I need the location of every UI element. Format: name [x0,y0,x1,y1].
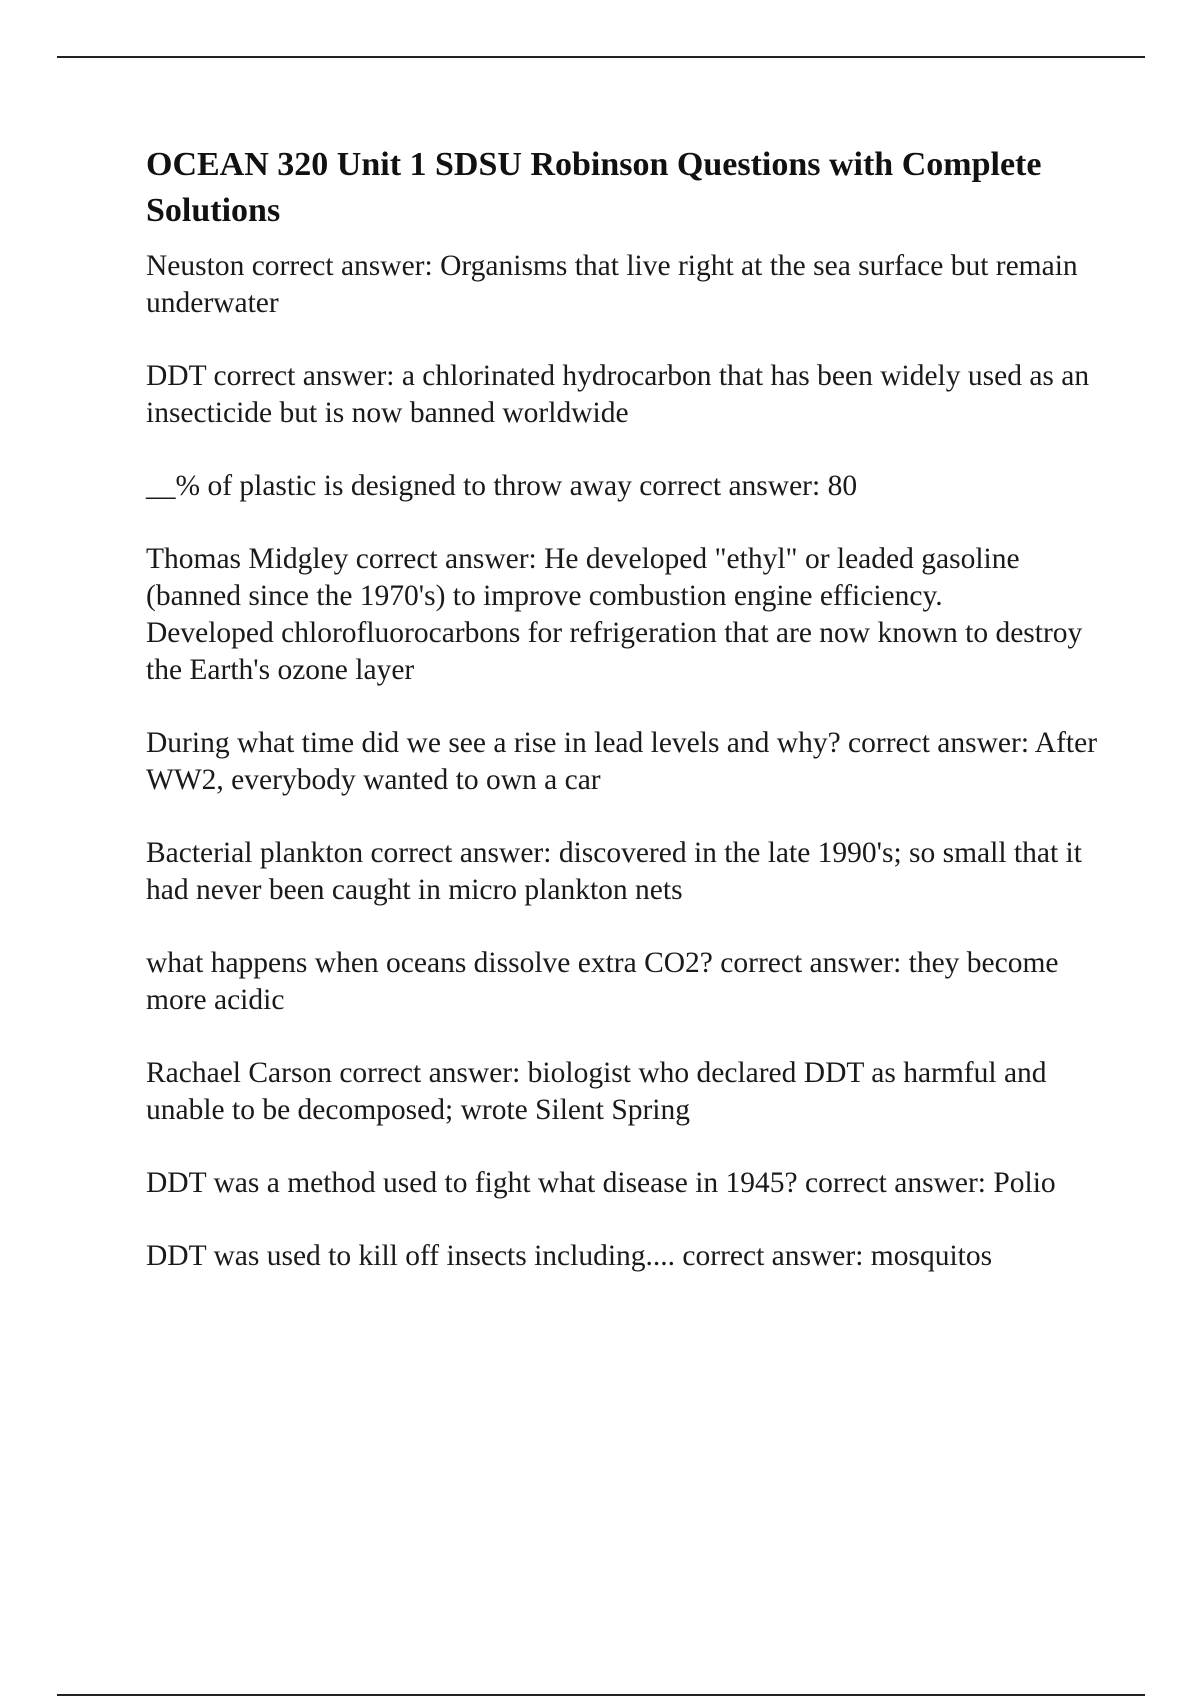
qa-item-neuston [146,248,1106,322]
bottom-rule [57,1694,1145,1696]
qa-item-rachael-carson [146,1055,1106,1129]
qa-text: Thomas Midgley correct answer: He developed "ethyl" or leaded gasoline (banned since the 1970's) to improve combustion engine efficiency. [146,543,1020,612]
qa-text: During what time did we see a rise in lead levels and why? correct answer: After WW2, everybody wanted to own a car [146,727,1098,796]
qa-text: __% of plastic is designed to throw away correct answer: 80 [146,470,858,502]
qa-item-ddt-insects [146,1238,1106,1275]
qa-text: DDT was used to kill off insects including.... correct answer: mosquitos [146,1240,993,1272]
qa-text-continued: Developed chlorofluorocarbons for refrigeration that are now known to destroy the Earth's ozone layer [146,617,1083,686]
document-body [146,142,1106,1311]
qa-item-plastic [146,468,1106,505]
qa-text: DDT correct answer: a chlorinated hydrocarbon that has been widely used as an insecticide but is now banned worldwide [146,360,1090,429]
qa-text: DDT was a method used to fight what disease in 1945? correct answer: Polio [146,1167,1056,1199]
qa-text: what happens when oceans dissolve extra CO2? correct answer: they become more acidic [146,947,1059,1016]
qa-text: Rachael Carson correct answer: biologist who declared DDT as harmful and unable to be decomposed; wrote Silent Spring [146,1057,1047,1126]
qa-item-lead-levels [146,725,1106,799]
document-title: OCEAN 320 Unit 1 SDSU Robinson Questions with Complete Solutions [146,146,1042,229]
qa-item-bacterial-plankton [146,835,1106,909]
qa-item-thomas-midgley [146,541,1106,689]
qa-item-ddt-disease [146,1165,1106,1202]
qa-item-ddt [146,358,1106,432]
qa-text: Neuston correct answer: Organisms that live right at the sea surface but remain underwater [146,250,1078,319]
qa-text: Bacterial plankton correct answer: discovered in the late 1990's; so small that it had never been caught in micro plankton nets [146,837,1082,906]
top-rule [57,56,1145,58]
qa-item-co2 [146,945,1106,1019]
